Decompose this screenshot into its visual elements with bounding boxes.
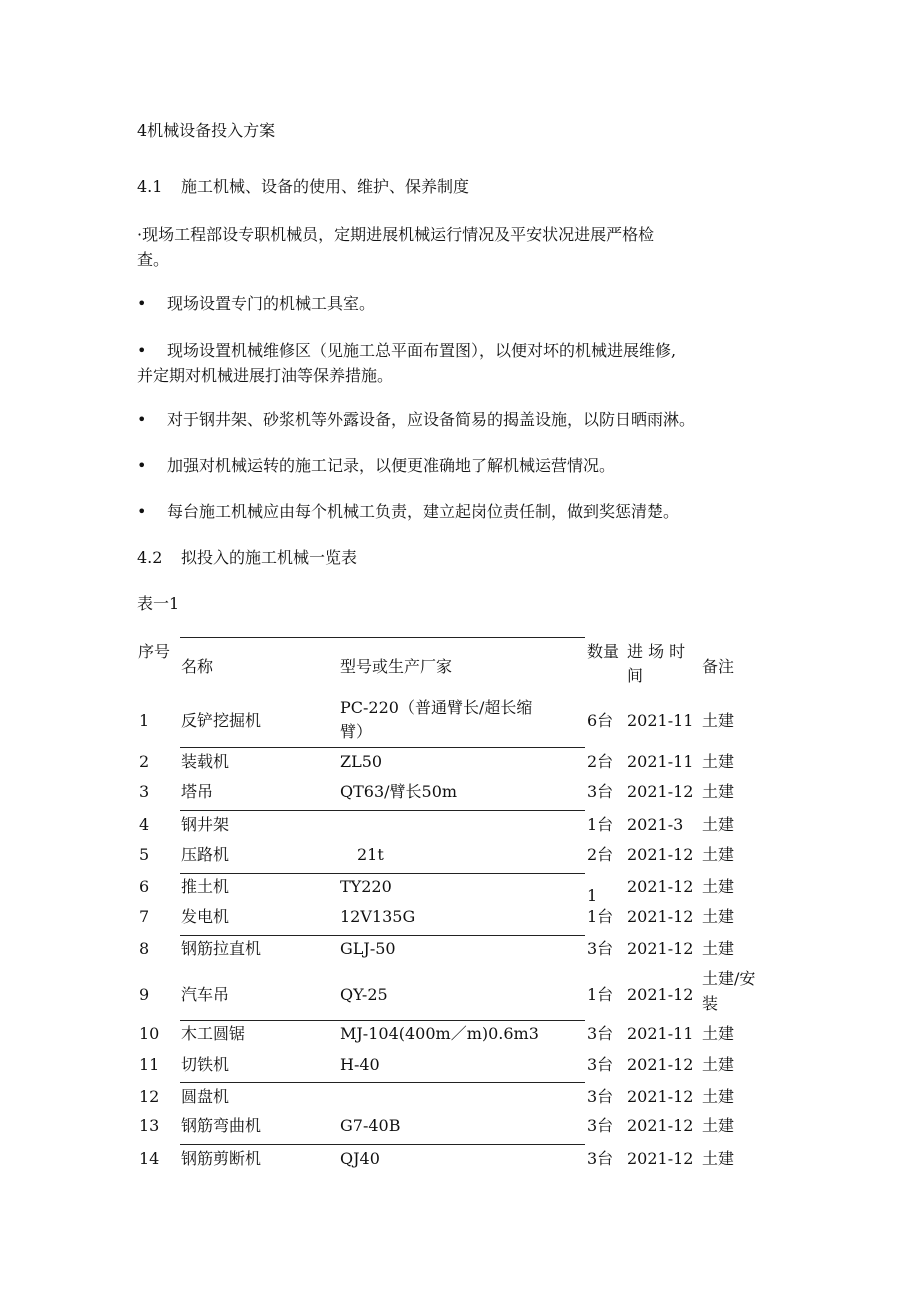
bullet-item-continuation: 查。 xyxy=(137,250,170,269)
cell-model: H-40 xyxy=(340,1055,380,1074)
cell-note: 土建 xyxy=(702,1149,735,1168)
bullet-mark: · xyxy=(137,225,143,244)
subsection-number: 4.1 xyxy=(137,177,163,196)
cell-seq: 7 xyxy=(139,907,150,926)
cell-seq: 3 xyxy=(139,782,150,801)
bullet-text: 对于钢井架、砂浆机等外露设备，应设备简易的揭盖设施，以防日晒雨淋。 xyxy=(167,410,696,429)
cell-name: 汽车吊 xyxy=(181,985,230,1004)
bullet-mark: • xyxy=(137,502,147,521)
cell-seq: 1 xyxy=(139,711,150,730)
cell-note: 土建 xyxy=(702,1116,735,1135)
cell-date: 2021-12 xyxy=(627,1149,694,1168)
header-qty: 数量 xyxy=(587,642,620,661)
cell-qty: 1台 xyxy=(587,985,614,1004)
cell-qty: 3台 xyxy=(587,1149,614,1168)
header-name: 名称 xyxy=(181,657,214,676)
cell-date: 2021-12 xyxy=(627,1055,694,1074)
subsection-text: 拟投入的施工机械一览表 xyxy=(181,548,358,567)
bullet-mark: • xyxy=(137,456,147,475)
cell-model: QJ40 xyxy=(340,1149,380,1168)
cell-name: 钢筋弯曲机 xyxy=(181,1116,262,1135)
table-rule xyxy=(180,747,585,748)
cell-date: 2021-11 xyxy=(627,752,694,771)
section-title: 4机械设备投入方案 xyxy=(137,121,276,140)
cell-model: TY220 xyxy=(340,877,392,896)
cell-name: 塔吊 xyxy=(181,782,214,801)
cell-model: G7-40B xyxy=(340,1116,401,1135)
cell-qty: 2台 xyxy=(587,845,614,864)
cell-seq: 9 xyxy=(139,985,150,1004)
cell-date: 2021-3 xyxy=(627,815,684,834)
cell-note: 土建 xyxy=(702,752,735,771)
cell-seq: 2 xyxy=(139,752,150,771)
cell-note: 土建 xyxy=(702,815,735,834)
bullet-mark: • xyxy=(137,294,147,313)
cell-model: QY-25 xyxy=(340,985,388,1004)
cell-note: 土建 xyxy=(702,1055,735,1074)
cell-note: 土建 xyxy=(702,1024,735,1043)
bullet-item xyxy=(137,341,676,361)
cell-seq: 8 xyxy=(139,939,150,958)
cell-seq: 12 xyxy=(139,1087,160,1106)
cell-name: 钢筋剪断机 xyxy=(181,1149,262,1168)
cell-name: 木工圆锯 xyxy=(181,1024,246,1043)
table-label: 表一1 xyxy=(137,594,180,613)
cell-name: 钢井架 xyxy=(181,815,230,834)
cell-note: 土建 xyxy=(702,782,735,801)
cell-model: QT63/臂长50m xyxy=(340,782,458,801)
cell-note: 土建 xyxy=(702,939,735,958)
cell-date: 2021-12 xyxy=(627,907,694,926)
cell-model: 12V135G xyxy=(340,907,416,926)
bullet-item xyxy=(137,225,654,245)
cell-model: MJ-104(400m／m)0.6m3 xyxy=(340,1024,539,1043)
cell-date: 2021-12 xyxy=(627,782,694,801)
cell-name: 圆盘机 xyxy=(181,1087,230,1106)
bullet-item xyxy=(137,294,375,314)
bullet-text: 现场工程部设专职机械员，定期进展机械运行情况及平安状况进展严格检 xyxy=(142,225,655,244)
subsection-4-2 xyxy=(137,548,357,568)
cell-model: PC-220（普通臂长/超长缩 xyxy=(340,698,533,717)
cell-qty: 3台 xyxy=(587,939,614,958)
cell-seq: 10 xyxy=(139,1024,160,1043)
cell-qty: 6台 xyxy=(587,711,614,730)
cell-seq: 5 xyxy=(139,845,150,864)
cell-date: 2021-11 xyxy=(627,1024,694,1043)
subsection-number: 4.2 xyxy=(137,548,163,567)
cell-name: 装载机 xyxy=(181,752,230,771)
header-model: 型号或生产厂家 xyxy=(340,657,453,676)
table-rule xyxy=(180,1082,585,1083)
cell-note: 土建 xyxy=(702,877,735,896)
cell-qty: 1 xyxy=(587,886,598,905)
cell-model: 21t xyxy=(357,845,384,864)
header-date-continuation: 间 xyxy=(627,666,644,685)
cell-name: 发电机 xyxy=(181,907,230,926)
cell-qty: 3台 xyxy=(587,782,614,801)
cell-note: 土建 xyxy=(702,711,735,730)
cell-name: 反铲挖掘机 xyxy=(181,711,262,730)
cell-qty: 3台 xyxy=(587,1087,614,1106)
cell-seq: 14 xyxy=(139,1149,160,1168)
cell-model: GLJ-50 xyxy=(340,939,396,958)
cell-model: ZL50 xyxy=(340,752,383,771)
bullet-text: 每台施工机械应由每个机械工负责，建立起岗位责任制，做到奖惩清楚。 xyxy=(167,502,680,521)
cell-seq: 13 xyxy=(139,1116,160,1135)
bullet-mark: • xyxy=(137,410,147,429)
bullet-text: 加强对机械运转的施工记录，以便更准确地了解机械运营情况。 xyxy=(167,456,616,475)
cell-date: 2021-12 xyxy=(627,845,694,864)
cell-qty: 1台 xyxy=(587,815,614,834)
bullet-mark: • xyxy=(137,341,147,360)
header-note: 备注 xyxy=(702,657,735,676)
cell-date: 2021-12 xyxy=(627,1087,694,1106)
cell-qty: 1台 xyxy=(587,907,614,926)
header-date: 进 场 时 xyxy=(627,642,686,661)
cell-qty: 3台 xyxy=(587,1024,614,1043)
cell-name: 切铁机 xyxy=(181,1055,230,1074)
bullet-item-continuation: 并定期对机械进展打油等保养措施。 xyxy=(137,366,394,385)
cell-date: 2021-12 xyxy=(627,1116,694,1135)
header-seq: 序号 xyxy=(138,642,171,661)
cell-note-continuation: 装 xyxy=(702,994,719,1013)
subsection-text: 施工机械、设备的使用、维护、保养制度 xyxy=(181,177,470,196)
table-rule xyxy=(180,935,585,936)
bullet-item xyxy=(137,410,695,430)
cell-seq: 6 xyxy=(139,877,150,896)
cell-name: 钢筋拉直机 xyxy=(181,939,262,958)
cell-qty: 3台 xyxy=(587,1055,614,1074)
table-rule xyxy=(180,873,585,874)
bullet-text: 现场设置机械维修区（见施工总平面布置图），以便对坏的机械进展维修, xyxy=(167,341,677,360)
cell-qty: 2台 xyxy=(587,752,614,771)
table-rule xyxy=(180,637,585,638)
bullet-text: 现场设置专门的机械工具室。 xyxy=(167,294,376,313)
cell-name: 推土机 xyxy=(181,877,230,896)
cell-date: 2021-11 xyxy=(627,711,694,730)
cell-name: 压路机 xyxy=(181,845,230,864)
cell-seq: 4 xyxy=(139,815,150,834)
table-rule xyxy=(180,1144,585,1145)
cell-note: 土建 xyxy=(702,907,735,926)
cell-note: 土建 xyxy=(702,845,735,864)
table-rule xyxy=(180,810,585,811)
cell-date: 2021-12 xyxy=(627,939,694,958)
table-rule xyxy=(180,1020,585,1021)
cell-seq: 11 xyxy=(139,1055,160,1074)
cell-qty: 3台 xyxy=(587,1116,614,1135)
cell-model-continuation: 臂） xyxy=(340,722,373,741)
cell-note: 土建/安 xyxy=(702,969,756,988)
bullet-item xyxy=(137,456,615,476)
subsection-4-1 xyxy=(137,177,469,197)
cell-note: 土建 xyxy=(702,1087,735,1106)
cell-date: 2021-12 xyxy=(627,877,694,896)
bullet-item xyxy=(137,502,679,522)
cell-date: 2021-12 xyxy=(627,985,694,1004)
